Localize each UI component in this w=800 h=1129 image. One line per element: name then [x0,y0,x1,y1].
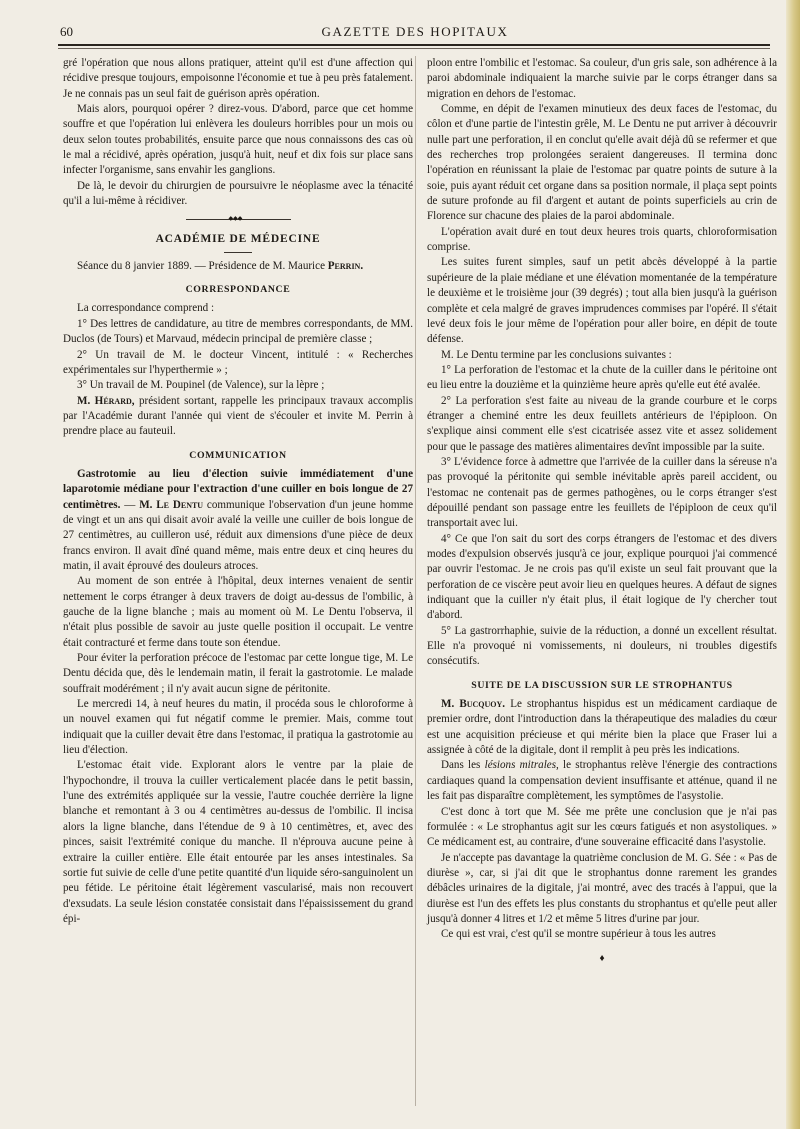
list-item: 3° Un travail de M. Poupinel (de Valence), sur la lèpre ; [77,379,325,392]
academie-heading: ACADÉMIE DE MÉDECINE [155,233,321,246]
paragraph [427,758,777,804]
correspondance-heading: CORRESPONDANCE [185,284,291,296]
list-item: 1° La perforation de l'estomac et la chute de la cuiller dans le péritoine ont eu lieu entre la douzième et la quinzième heure après qu'elle eut été avalée. [427,363,777,392]
left-column [63,56,413,927]
paragraph: De là, le devoir du chirurgien de poursuivre le néoplasme avec la ténacité qu'il a lui-même à récidiver. [63,179,413,208]
list-item: 2° Un travail de M. le docteur Vincent, intitulé : « Recherches expérimentales sur l'hyperthermie » ; [63,348,413,376]
paragraph-text: Dans les [441,759,485,772]
paragraph: Au moment de son entrée à l'hôpital, deux internes venaient de sentir nettement le corps étranger à deux travers de doigt au-dessus de l'ombilic, à gauche de la ligne blanche ; mais au moment où M. Le Dentu l'observa, il n'était plus possible de savoir au juste quelle position il occupait. Le ventre était contracturé et ferme dans toute son étendue. [63,575,413,649]
paragraph: Ce qui est vrai, c'est qu'il se montre supérieur à tous les autres [441,928,716,941]
page-header [60,22,770,44]
paragraph: L'estomac était vide. Explorant alors le ventre par la plaie de l'hypochondre, il trouva la cuiller verticalement placée dans le petit bassin, l'une des extrémités appliquée sur la vessie, l'autre couchée derrière la ligne blanche et remontant à 3 ou 4 centimètres au-dessus de l'ombilic. Il incisa alors la ligne blanche, dans l'étendue de 9 à 10 centimètres, et, avec des pinces, saisit l'extrémité conique du manche. Il n'éprouva aucune peine à extraire la cuiller entière. Elle était entourée par les anses intestinales. Sa sortie fut suivie de celle d'une petite quantité d'un liquide séro-sanguinolent un peu fétide. Le péritoine était légèrement vascularisé, mais non recouvert d'exsudats. La seule lésion constatée consistait dans l'épaississement du grand épi- [63,759,413,925]
header-rule [58,44,770,46]
paragraph: Je n'accepte pas davantage la quatrième conclusion de M. G. Sée : « Pas de diurèse », car, si j'ai dit que le strophantus donne rarement les grandes débâcles urinaires de la digitale, j'ai montré, avec des tracés à l'appui, que la diurèse est l'un des effets les plus constants du strophantus et qu'elle peut aller jusqu'à donner 4 litres et 1/2 et même 5 litres d'urine par jour. [427,851,777,925]
list-item: 1° Des lettres de candidature, au titre de membres correspondants, de MM. Duclos (de Tours) et Marvaud, médecin principal de première classe ; [63,317,413,346]
communication-paragraph [63,467,413,574]
list-item: 4° Ce que l'on sait du sort des corps étrangers de l'estomac et des divers modes d'expulsion observés jusqu'à ce jour, explique pourquoi j'ai commencé par ouvrir l'estomac. Je ne crois pas qu'il existe un seul fait prouvant que la perforation de ce viscère peut avoir lieu en quelques heures. A défaut de signes indiquant que la cuiller n'y était plus, il était logique de l'y chercher tout d'abord. [427,532,777,622]
list-item: 3° L'évidence force à admettre que l'arrivée de la cuiller dans la séreuse n'a pas provoqué la péritonite qui semble inévitable après pareil accident, ou l'estomac ne contenait pas de germes pathogènes, ou le corps étranger s'est dépouillé pendant son passage entre les feuillets de l'épiploon de ceux qu'il transportait avec lui. [427,455,777,530]
president-name: Perrin. [327,259,364,272]
paragraph: gré l'opération que nous allons pratiquer, atteint qu'il est d'une affection qui récidive presque toujours, empoisonne l'économie et tue à peu près fatalement. Je ne connais pas un seul fait de guérison après opération. [63,57,413,100]
seance-text: Séance du 8 janvier 1889. — Présidence de M. Maurice [77,259,325,272]
italic-text: lésions mitrales, [484,759,559,772]
communication-heading: COMMUNICATION [189,449,287,461]
speaker-name: M. Bucquoy. [441,698,506,711]
discussion-heading: SUITE DE LA DISCUSSION SUR LE STROPHANTUS [471,679,733,691]
end-ornament-icon: ♦ [599,952,605,964]
paragraph [63,394,413,440]
seance-line [63,259,413,274]
dash: — [120,498,140,511]
author-name: M. Le Dentu [139,498,204,511]
column-divider [415,56,416,1106]
paragraph-text: le strophantus relève l'énergie des contractions cardiaques quand la compensation devient insuffisante et atténue, quand il ne les fait pas disparaître complètement, les symptômes de l'asystolie. [427,759,778,803]
paragraph: Pour éviter la perforation précoce de l'estomac par cette longue tige, M. Le Dentu décida que, dès le lendemain matin, il ferait la gastrotomie. Le malade souffrait modérément ; il n'y avait aucun signe de péritonite. [63,652,413,695]
list-item: 2° La perforation s'est faite au niveau de la grande courbure et le corps étranger a cheminé entre les deux feuillets antérieurs de l'épiploon. On s'explique ainsi comment elle s'est cicatrisée assez vite et assez solidement pour que le passage des matières alimentaires devînt impossible par la suite. [427,394,777,453]
header-rule-thin [58,48,770,49]
right-column [427,56,777,966]
section-separator [186,216,291,224]
page-edge [786,0,800,1129]
paragraph: Les suites furent simples, sauf un petit abcès développé à la partie supérieure de la plaie médiane et une élévation momentanée de la température le deuxième et le troisième jour (39 degrés) ; tout alla bien jusqu'à la guérison complète et cela malgré de graves imprudences commises par l'opéré. Il s'était levé deux fois le jour même de l'opération pour aller boire, en dépit de toute défense. [427,256,777,346]
heading-rule [224,252,252,253]
speaker-name: M. Hérard, [77,394,135,407]
paragraph-text: président sortant, rappelle les principaux travaux accomplis par l'Académie durant l'année qui vient de s'écouler et invite M. Perrin à prendre place au fauteuil. [63,394,413,438]
paragraph: Mais alors, pourquoi opérer ? direz-vous. D'abord, parce que cet homme souffre et que l'opération lui enlèvera les douleurs horribles pour un mois ou deux selon toutes probabilités, ensuite parce que nous connaissons des cas où le mal a récidivé, après opération, jusqu'à huit, neuf et dix fois sur place sans infecter l'organisme, sans envahir les ganglions. [63,103,413,177]
running-title: GAZETTE DES HOPITAUX [321,24,509,39]
paragraph-text: Le strophantus hispidus est un médicament cardiaque de premier ordre, dont l'introduction dans la thérapeutique des maladies du cœur est une acquisition précieuse et qui mérite bien la place que Fraser lui a assignée à côté de la digitale, dont il remplit à peu près les indications. [427,698,777,757]
paragraph-text: communique l'observation d'un jeune homme de vingt et un ans qui disait avoir avalé la veille une cuiller de bois longue de 27 centimètres, au cuilleron usé, réduit aux dimensions d'une pièce de deux francs environ. Il avait dîné quand même, mais entre deux et cinq heures du matin, il avait éprouvé des douleurs atroces. [63,498,414,572]
paragraph: Comme, en dépit de l'examen minutieux des deux faces de l'estomac, du côlon et d'une partie de l'intestin grêle, M. Le Dentu ne put arriver à découvrir nulle part une perforation, il en conclut qu'elle avait déjà dû se refermer et que des recherches trop prolongées seraient dangereuses. Il termina donc l'opération en réunissant la plaie de l'estomac par quatre points de suture à la soie, puis ayant réduit cet organe dans sa position normale, il plaça sept points de suture profonde au fil d'argent et autant de points superficiels au crin de Florence sur chacune des plaies de la paroi abdominale. [427,103,777,223]
paragraph: C'est donc à tort que M. Sée me prête une conclusion que je n'ai pas formulée : « Le strophantus agit sur les cœurs fatigués et non asystoliques. » Ce médicament est, au contraire, d'une souveraine efficacité dans l'asystolie. [427,805,777,849]
paragraph: M. Le Dentu termine par les conclusions suivantes : [441,348,672,361]
paragraph: Le mercredi 14, à neuf heures du matin, il procéda sous le chloroforme à un nouvel examen qui fut négatif comme le premier. Mais, comme tout indiquait que la cuiller devait être dans l'estomac, il pratiqua la gastrotomie au lieu d'élection. [63,698,413,757]
paragraph: ploon entre l'ombilic et l'estomac. Sa couleur, d'un gris sale, son adhérence à la paroi abdominale indiquaient la marche suivie par le corps étranger dans sa migration en dehors de l'estomac. [427,57,777,100]
paragraph [427,697,777,758]
separator-ornament-icon: ◆◆◆ [228,216,243,223]
page-number: 60 [60,24,73,39]
list-item: 5° La gastrorrhaphie, suivie de la réduction, a donné un excellent résultat. Elle n'a provoqué ni vomissements, ni douleurs, ni troubles digestifs consécutifs. [427,624,777,668]
paragraph: La correspondance comprend : [77,302,215,315]
article-title: Gastrotomie au lieu d'élection suivie immédiatement d'une laparotomie médiane pour l'extraction d'une cuiller en bois longue de 27 centimètres. [63,467,413,511]
paragraph: L'opération avait duré en tout deux heures trois quarts, chloroformisation comprise. [427,225,777,254]
